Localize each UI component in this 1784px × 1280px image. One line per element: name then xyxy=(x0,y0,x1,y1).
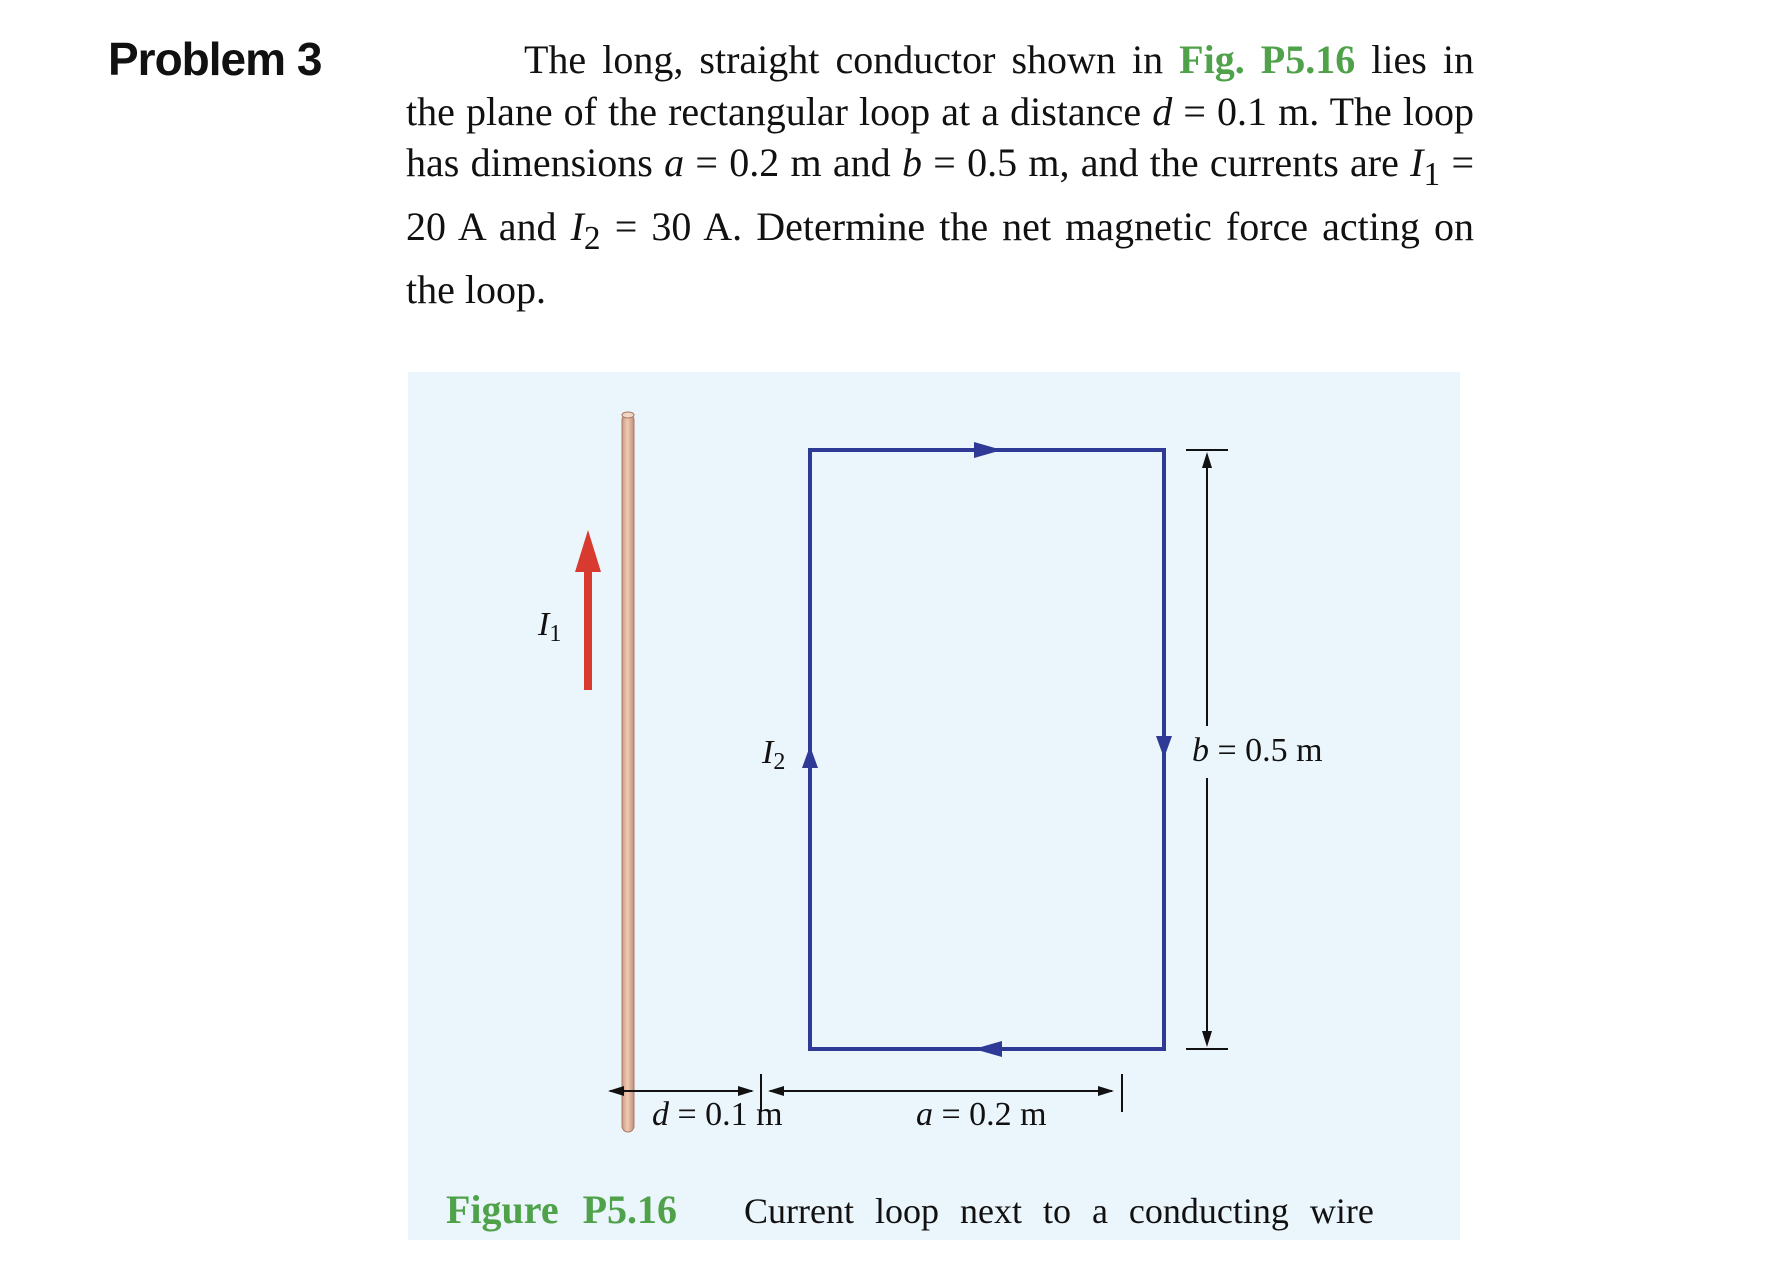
conductor-top-cap xyxy=(622,412,634,418)
statement-part: = 20 A and xyxy=(406,140,1474,249)
statement-part: = 0.1 m. The loop has dimensions xyxy=(406,88,1474,185)
a-dim-arrow-right xyxy=(1098,1086,1114,1096)
a-dimension-label xyxy=(916,1096,1047,1134)
problem-statement xyxy=(406,34,1474,316)
figure-panel xyxy=(408,372,1460,1240)
figure-caption-label: Figure P5.16 xyxy=(446,1187,678,1232)
i1-arrow-head xyxy=(575,530,601,572)
i1-label-subscript: 1 xyxy=(549,621,562,647)
figure-caption-text: Current loop next to a conducting wire xyxy=(744,1191,1374,1231)
b-dimension-label xyxy=(1192,732,1323,770)
symbol-a: a xyxy=(664,140,685,185)
loop-arrow-top xyxy=(974,442,1002,458)
loop-arrow-left xyxy=(802,746,818,768)
a-dim-symbol: a xyxy=(916,1096,933,1133)
subscript-1: 1 xyxy=(1423,156,1441,193)
current-loop xyxy=(810,450,1164,1049)
d-dimension-label xyxy=(652,1096,783,1134)
i1-label-symbol: I xyxy=(538,606,550,643)
symbol-i2: I xyxy=(570,203,584,249)
d-dim-arrow-left xyxy=(608,1086,624,1096)
loop-arrow-right xyxy=(1156,736,1172,758)
b-dim-arrow-down xyxy=(1202,1031,1212,1047)
loop-arrow-bottom xyxy=(974,1041,1002,1057)
b-dim-symbol: b xyxy=(1192,732,1209,769)
statement-part: = 30 A. Determine the net magnetic force acting on the loop. xyxy=(406,203,1474,312)
d-dim-symbol: d xyxy=(652,1096,669,1133)
problem-label: Problem 3 xyxy=(108,33,322,85)
symbol-d: d xyxy=(1152,88,1173,134)
a-dim-arrow-left xyxy=(768,1086,784,1096)
d-dim-arrow-right xyxy=(738,1086,754,1096)
i1-label xyxy=(538,606,561,648)
statement-part: The long, straight conductor shown in xyxy=(524,37,1180,82)
b-dim-arrow-up xyxy=(1202,452,1212,468)
subscript-2: 2 xyxy=(583,219,601,257)
i2-label-symbol: I xyxy=(762,734,774,771)
d-dim-value: = 0.1 m xyxy=(669,1096,783,1133)
figure-reference: Fig. P5.16 xyxy=(1179,37,1356,82)
i2-label-subscript: 2 xyxy=(773,749,786,775)
statement-part: = 0.2 m and xyxy=(684,140,902,185)
i2-label xyxy=(762,734,785,776)
symbol-b: b xyxy=(901,140,922,185)
symbol-i1: I xyxy=(1410,140,1424,185)
a-dim-value: = 0.2 m xyxy=(933,1096,1047,1133)
b-dim-value: = 0.5 m xyxy=(1209,732,1323,769)
statement-part: = 0.5 m, and the currents are xyxy=(921,140,1411,185)
statement-part: lies in the plane of the rectangular loop at a distance xyxy=(406,37,1474,134)
straight-conductor xyxy=(622,414,634,1132)
